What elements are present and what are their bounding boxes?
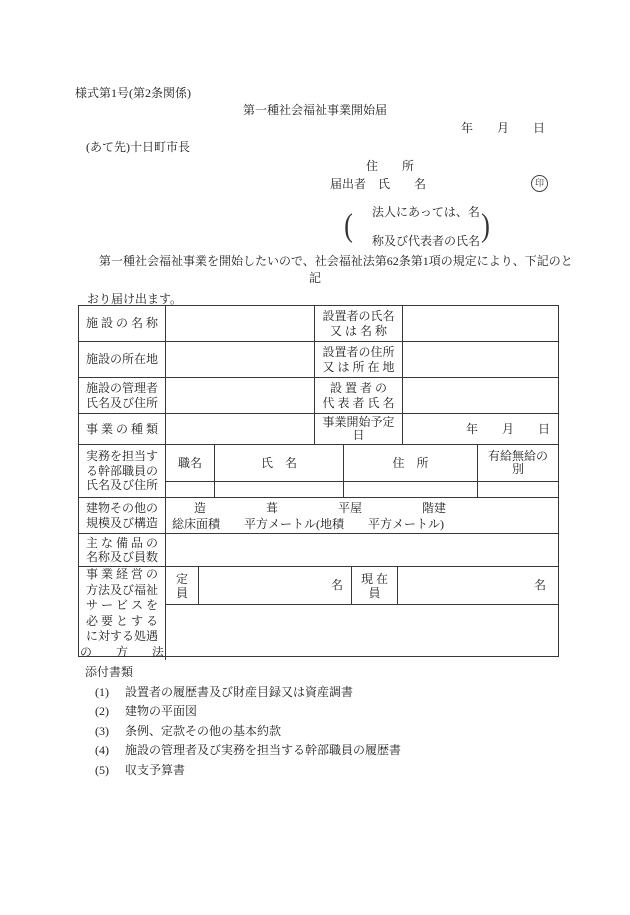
equipment-label: 主 な 備 品 の 名称及び員数	[85, 535, 158, 564]
treatment-row	[166, 604, 558, 660]
staff-title-field[interactable]	[166, 482, 214, 497]
list-item	[95, 683, 401, 702]
equipment-field[interactable]	[165, 534, 558, 566]
installer-name-label: 設置者の氏名 又 は 名 称	[314, 306, 402, 341]
staff-name-field[interactable]	[214, 482, 343, 497]
item-text: 設置者の履歴書及び財産目録又は資産調書	[125, 685, 354, 699]
staff-subtable	[165, 445, 558, 497]
body-line-2: おり届け出ます。	[87, 292, 183, 306]
item-text: 建物の平面図	[125, 704, 198, 719]
staff-paid-field[interactable]	[477, 482, 558, 497]
list-item	[95, 722, 401, 741]
current-count-label: 現 在 員	[351, 567, 397, 604]
list-item	[95, 741, 401, 760]
management-label: 事 業 経 営 の 方法及び福祉 サ ー ビ ス を 必 要 と す る に対する処遇 の 方 法	[79, 567, 164, 659]
staff-entry-row	[166, 481, 558, 497]
table-row-staff	[79, 444, 558, 497]
start-date-label: 事業開始予定 日	[314, 414, 402, 444]
representative-field[interactable]	[402, 378, 558, 413]
item-number: (5)	[95, 762, 109, 777]
note-line-1: 法人にあっては、名	[372, 204, 480, 219]
installer-address-label: 設置者の住所 又 は 所 在 地	[314, 342, 402, 377]
staff-address-field[interactable]	[343, 482, 477, 497]
installer-name-field[interactable]	[402, 306, 558, 341]
table-row-building	[79, 497, 558, 533]
building-label: 建物その他の 規模及び構造	[85, 501, 158, 530]
list-item	[95, 702, 401, 721]
manager-field[interactable]	[165, 378, 314, 413]
current-count-field[interactable]: 名	[397, 567, 558, 604]
business-type-label: 事 業 の 種 類	[85, 421, 158, 436]
form-table	[78, 305, 559, 657]
capacity-label: 定 員	[175, 571, 188, 600]
table-row-business-type	[79, 413, 558, 444]
date-line: 年 月 日	[460, 121, 545, 135]
staff-name-header: 氏 名	[214, 445, 343, 481]
staff-address-header: 住 所	[343, 445, 477, 481]
seal-icon: 印	[531, 175, 548, 192]
facility-address-label: 施設の所在地	[85, 352, 158, 367]
document-title: 第一種社会福祉事業開始届	[242, 103, 387, 117]
table-row-equipment	[79, 533, 558, 566]
manager-label: 施設の管理者 氏名及び住所	[85, 381, 158, 410]
item-text: 条例、定款その他の基本約款	[125, 723, 282, 738]
facility-name-field[interactable]	[165, 306, 314, 341]
staff-header-row	[166, 445, 558, 481]
representative-label: 設 置 者 の 代 表 者 氏 名	[314, 378, 402, 413]
building-field[interactable]	[165, 498, 558, 533]
facility-name-label: 施 設 の 名 称	[85, 316, 158, 331]
staff-paid-header: 有給無給の 別	[477, 445, 558, 481]
table-row-manager	[79, 377, 558, 413]
body-line-1: 第一種社会福祉事業を開始したいので、社会福祉法第62条第1項の規定により、下記のと	[87, 254, 573, 268]
start-date-field[interactable]: 年 月 日	[402, 414, 558, 444]
table-row-management	[79, 566, 558, 660]
treatment-method-field[interactable]	[166, 605, 558, 660]
facility-address-field[interactable]	[165, 342, 314, 377]
capacity-field[interactable]: 名	[198, 567, 351, 604]
item-number: (2)	[95, 704, 109, 719]
item-number: (3)	[95, 723, 109, 738]
staff-label: 実務を担当す る幹部職員の 氏名及び住所	[85, 449, 158, 493]
note-line-2: 称及び代表者の氏名	[372, 233, 481, 248]
right-paren: )	[481, 208, 490, 245]
capacity-subtable	[165, 567, 558, 660]
left-paren: (	[344, 208, 353, 245]
staff-title-header: 職名	[177, 455, 202, 470]
addressee: (あて先)十日町市長	[86, 140, 190, 154]
installer-address-field[interactable]	[402, 342, 558, 377]
item-text: 収支予算書	[125, 762, 186, 777]
table-row-facility-address	[79, 341, 558, 377]
business-type-field[interactable]	[165, 414, 314, 444]
attachments-heading: 添付書類	[85, 665, 134, 679]
declarant-label: 届出者 氏 名	[330, 177, 427, 191]
table-row-facility-name	[79, 306, 558, 341]
building-structure-line: 造 葺 平屋 階建	[194, 500, 447, 515]
address-label: 住 所	[366, 159, 415, 173]
ki-marker: 記	[308, 271, 321, 285]
form-number: 様式第1号(第2条関係)	[75, 86, 191, 100]
capacity-row	[166, 567, 558, 604]
list-item	[95, 761, 401, 780]
attachments-list	[95, 683, 401, 780]
item-number: (4)	[95, 743, 109, 758]
building-area-line: 総床面積 平方メートル(地積 平方メートル)	[172, 516, 444, 531]
item-text: 施設の管理者及び実務を担当する幹部職員の履歴書	[125, 743, 402, 758]
item-number: (1)	[95, 685, 109, 699]
